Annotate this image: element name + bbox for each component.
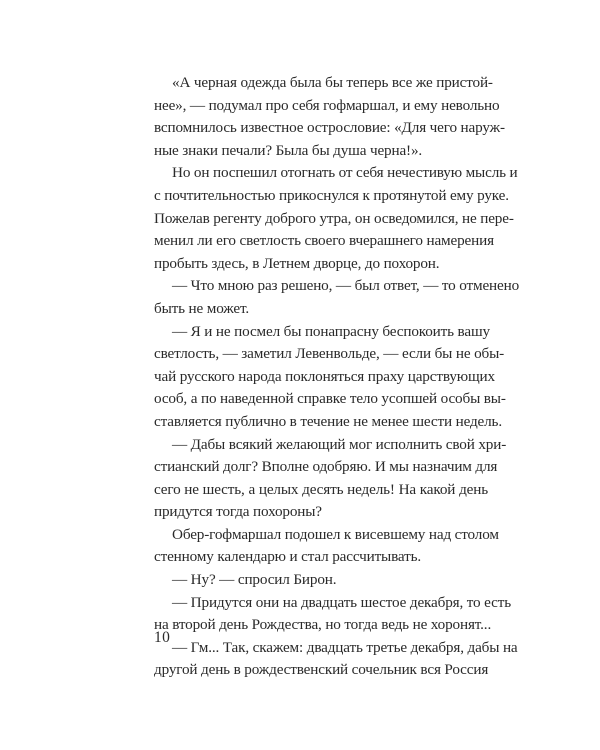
text-line: пробыть здесь, в Летнем дворце, до похорон. (154, 254, 440, 272)
text-line: нее», — подумал про себя гофмаршал, и ему невольно (154, 96, 500, 114)
text-line: — Дабы всякий желающий мог исполнить свой хри- (172, 435, 507, 453)
text-line: Пожелав регенту доброго утра, он осведомился, не пере- (154, 209, 514, 227)
text-line: придутся тогда похороны? (154, 503, 322, 521)
text-line: ставляется публично в течение не менее шести недель. (154, 412, 502, 430)
body-text (154, 72, 520, 682)
text-line: вспомнилось известное острословие: «Для чего наруж- (154, 119, 505, 137)
text-line: особ, а по наведенной справке тело усопшей особы вы- (154, 390, 506, 408)
text-line: — Что мною раз решено, — был ответ, — то отменено (172, 277, 520, 295)
text-line: менил ли его светлость своего вчерашнего намерения (154, 232, 494, 250)
text-line: на второй день Рождества, но тогда ведь не хоронят... (154, 616, 492, 634)
text-line: — Придутся они на двадцать шестое декабря, то есть (172, 593, 511, 611)
text-line: — Ну? — спросил Бирон. (172, 571, 337, 589)
text-line: чай русского народа поклоняться праху царствующих (154, 367, 495, 385)
text-line: ные знаки печали? Была бы душа черна!». (154, 141, 423, 159)
text-line: быть не может. (154, 299, 250, 317)
text-line: с почтительностью прикоснулся к протянутой ему руке. (154, 186, 509, 204)
page-number: 10 (154, 629, 171, 646)
text-line: Обер-гофмаршал подошел к висевшему над столом (172, 525, 499, 543)
text-line: — Гм... Так, скажем: двадцать третье декабря, дабы на (172, 638, 518, 656)
text-line: — Я и не посмел бы понапрасну беспокоить вашу (172, 322, 490, 340)
text-line: светлость, — заметил Левенвольде, — если бы не обы- (154, 345, 505, 363)
text-line: Но он поспешил отогнать от себя нечестивую мысль и (172, 164, 518, 182)
text-line: стианский долг? Вполне одобряю. И мы назначим для (154, 458, 498, 476)
text-line: сего не шесть, а целых десять недель! На какой день (154, 480, 488, 498)
text-line: стенному календарю и стал рассчитывать. (154, 548, 422, 566)
text-line: «А черная одежда была бы теперь все же пристой- (172, 74, 493, 91)
text-line: другой день в рождественский сочельник вся Россия (154, 661, 489, 679)
